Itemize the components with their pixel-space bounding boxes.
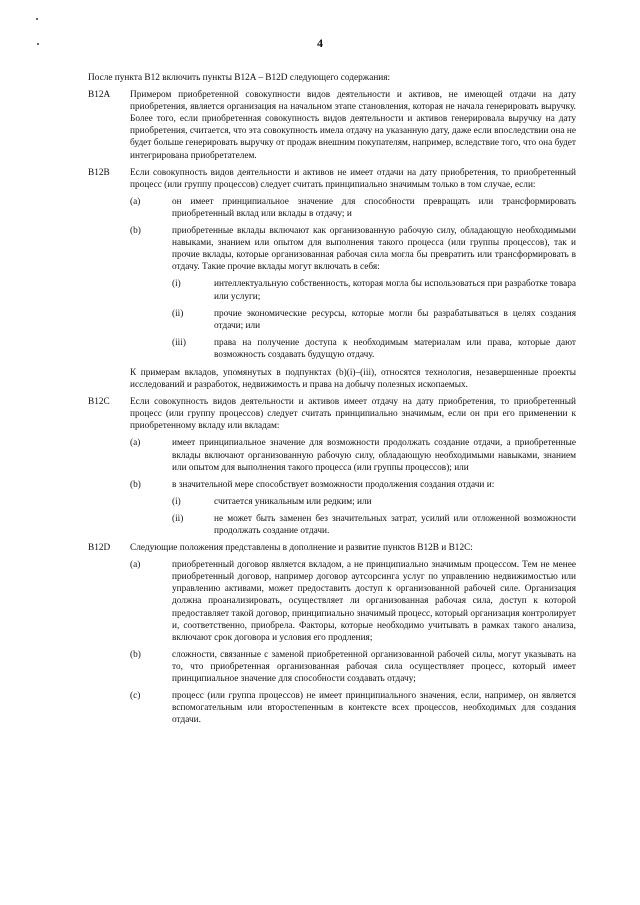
sub-item xyxy=(172,496,576,508)
sub-item xyxy=(172,308,576,332)
sub-item-marker: (ii) xyxy=(172,308,184,319)
item-text: приобретенные вклады включают как организованную рабочую силу, обладающую необходимыми навыками, знанием или опытом для выполнения такого процесса (или группы процессов), так и прочие вклады, которые организованная рабочая сила могла бы превратить или трансформировать в отдачу. Такие прочие вклады могут включать в себя: xyxy=(172,226,576,273)
paragraph-b12d xyxy=(88,542,576,726)
paragraph-text: Примером приобретенной совокупности видов деятельности и активов, не имеющей отдачи на дату приобретения, является организация на начальном этапе становления, которая не начала генерировать выручку. Более того, если приобретенная совокупность видов деятельности и активов генерировала выручку на дату приобретения, считается, что эта совокупность имела отдачу на указанную дату, даже если впоследствии она не будет больше генерировать выручку от продаж внешним покупателям, например, вследствие того, что она будет интегрирована приобретателем. xyxy=(130,90,576,161)
item-text: в значительной мере способствует возможности продолжения создания отдачи и: xyxy=(172,479,495,490)
item-text: процесс (или группа процессов) не имеет принципиального значения, если, например, он является вспомогательным или второстепенным в контексте всех процессов, необходимых для создания отдачи. xyxy=(172,691,576,726)
sub-item-text: интеллектуальную собственность, которая могла бы использоваться при разработке товара или услуги; xyxy=(214,279,576,302)
sub-item-marker: (i) xyxy=(172,279,181,290)
sub-item-marker: (ii) xyxy=(172,513,184,524)
document-body xyxy=(88,72,576,731)
list-item xyxy=(130,559,576,644)
sub-item-text: прочие экономические ресурсы, которые могли бы разрабатываться в целях создания отдачи; или xyxy=(214,308,576,331)
item-marker: (b) xyxy=(130,226,141,237)
sub-item xyxy=(172,278,576,302)
paragraph-number: B12D xyxy=(88,543,111,554)
paragraph-b12c xyxy=(88,396,576,537)
sub-item-text: считается уникальным или редким; или xyxy=(214,496,372,507)
list-item xyxy=(130,649,576,685)
paragraph-number: B12B xyxy=(88,167,110,178)
item-text: он имеет принципиальное значение для способности превращать или трансформировать приобретенный вклад или вклады в отдачу; и xyxy=(172,196,576,219)
sub-item-text: не может быть заменен без значительных затрат, усилий или отложенной возможности продолжать создание отдачи. xyxy=(214,513,576,536)
paragraph-b12b xyxy=(88,167,576,392)
list-item xyxy=(130,690,576,726)
scan-speck xyxy=(36,18,38,20)
sub-item xyxy=(172,337,576,361)
item-marker: (b) xyxy=(130,649,141,660)
item-marker: (c) xyxy=(130,691,141,702)
paragraph-text: Следующие положения представлены в дополнение и развитие пунктов B12B и B12C: xyxy=(130,543,473,554)
item-text: приобретенный договор является вкладом, а не принципиально значимым процессом. Тем не менее приобретенный договор, например договор аутсорсинга услуг по управлению недвижимостью или управлению активами, может предоставить доступ к организованной рабочей силе. Организация должна проанализировать, осуществляет ли организованная рабочая сила, доступ к которой предоставляет такой договор, принципиально значимый процесс, который организация контролирует и, соответственно, приобрела. Факторы, которые необходимо учитывать в рамках такого анализа, включают срок договора и условия его продления; xyxy=(172,560,576,643)
item-marker: (b) xyxy=(130,479,141,490)
intro-text: После пункта B12 включить пункты B12A – B12D следующего содержания: xyxy=(88,73,391,83)
list-item xyxy=(130,437,576,473)
item-text: имеет принципиальное значение для возможности продолжать создание отдачи, а приобретенные вклады включают организованную рабочую силу, обладающую необходимыми навыками, знанием или опытом для выполнения такого процесса (или группы процессов); или xyxy=(172,438,576,473)
sub-item xyxy=(172,513,576,537)
paragraph-text: Если совокупность видов деятельности и активов имеет отдачу на дату приобретения, то приобретенный процесс (или группу процессов) следует считать принципиально значимым, если он при его применении к приобретенному вкладу или вкладам: xyxy=(130,397,576,432)
list-item xyxy=(130,479,576,537)
sub-item-text: права на получение доступа к необходимым материалам или права, которые дают возможность создавать будущую отдачу. xyxy=(214,337,576,360)
sub-item-marker: (iii) xyxy=(172,337,186,348)
item-text: сложности, связанные с заменой приобретенной организованной рабочей силы, могут указывать на то, что приобретенная организованная рабочая сила осуществляет процесс, который имеет принципиальное значение для способности создавать отдачу; xyxy=(172,649,576,685)
item-marker: (a) xyxy=(130,196,141,207)
list-item xyxy=(130,196,576,220)
paragraph-text: Если совокупность видов деятельности и активов не имеет отдачи на дату приобретения, то приобретенный процесс (или группу процессов) следует считать принципиально значимым только в том случае, если: xyxy=(130,167,576,190)
paragraph-note: К примерам вкладов, упомянутых в подпунктах (b)(i)–(iii), относятся технология, незавершенные проекты исследований и разработок, недвижимость и права на добычу полезных ископаемых. xyxy=(130,367,576,391)
item-marker: (a) xyxy=(130,560,141,571)
paragraph-number: B12A xyxy=(88,90,111,101)
sub-item-marker: (i) xyxy=(172,496,181,507)
list-item xyxy=(130,225,576,361)
paragraph-b12a xyxy=(88,89,576,162)
page-number: 4 xyxy=(317,36,323,50)
item-marker: (a) xyxy=(130,438,141,449)
paragraph-number: B12C xyxy=(88,397,110,408)
